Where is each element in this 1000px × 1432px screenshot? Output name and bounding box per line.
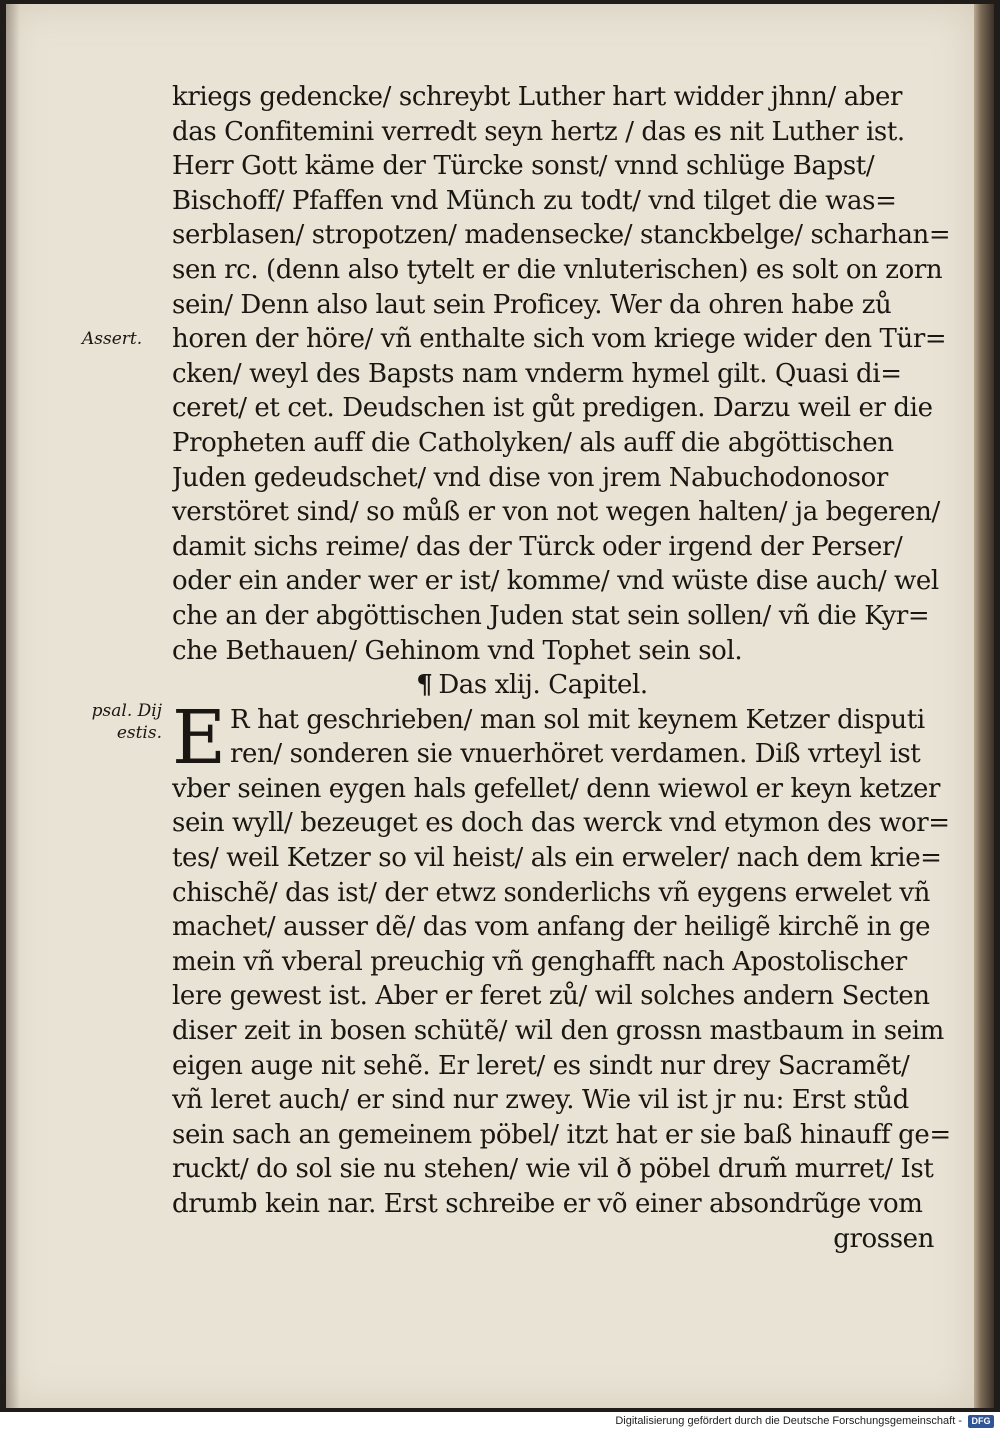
text-line: horen der höre/ vñ enthalte sich vom kriege wider den Tür= bbox=[172, 324, 947, 355]
text-line: cken/ weyl des Bapsts nam vnderm hymel gilt. Quasi di= bbox=[172, 358, 902, 389]
footer-bar bbox=[0, 1412, 1000, 1432]
text-line: eigen auge nit sehẽ. Er leret/ es sindt nur drey Sacramẽt/ bbox=[172, 1050, 910, 1081]
text-line: che Bethauen/ Gehinom vnd Tophet sein sol. bbox=[172, 635, 743, 666]
catchword: grossen bbox=[833, 1223, 934, 1254]
text-line: Propheten auff die Catholyken/ als auff die abgöttischen bbox=[172, 427, 894, 458]
text-line: lere gewest ist. Aber er feret zů/ wil solches andern Secten bbox=[172, 981, 930, 1012]
text-line: ren/ sonderen sie vnuerhöret verdamen. Diß vrteyl ist bbox=[230, 739, 921, 770]
margin-note-psalm-line: estis. bbox=[116, 723, 162, 743]
footer-credit: Digitalisierung gefördert durch die Deutsche Forschungsgemeinschaft - bbox=[615, 1415, 962, 1427]
text-line: ruckt/ do sol sie nu stehen/ wie vil ð pöbel drum̃ murret/ Ist bbox=[172, 1154, 934, 1185]
text-line: verstöret sind/ so můß er von not wegen halten/ ja begeren/ bbox=[172, 497, 940, 528]
text-line: Herr Gott käme der Türcke sonst/ vnnd schlüge Bapst/ bbox=[172, 151, 875, 182]
text-line: drumb kein nar. Erst schreibe er võ einer absondrũge vom bbox=[172, 1189, 923, 1219]
text-line: sein/ Denn also laut sein Proficey. Wer da ohren habe zů bbox=[172, 289, 892, 320]
text-line: damit sichs reime/ das der Türck oder irgend der Perser/ bbox=[172, 531, 903, 562]
text-line: tes/ weil Ketzer so vil heist/ als ein erweler/ nach dem krie= bbox=[172, 843, 942, 874]
spine-shadow bbox=[6, 4, 20, 1408]
top-paragraph bbox=[172, 80, 952, 668]
text-line: mein vñ vberal preuchig vñ genghafft nach Apostolischer bbox=[172, 946, 907, 977]
text-line: sein wyll/ bezeuget es doch das werck vnd etymon des wor= bbox=[172, 808, 950, 839]
text-line: chischẽ/ das ist/ der etwz sonderlichs vñ eygens erwelet vñ bbox=[172, 877, 930, 908]
text-line: vñ leret auch/ er sind nur zwey. Wie vil ist jr nu: Erst stůd bbox=[172, 1085, 909, 1116]
margin-note-psalm-line: psal. Dij bbox=[91, 701, 162, 721]
margin-note-psalm bbox=[66, 700, 162, 744]
margin-note-assert: Assert. bbox=[82, 329, 143, 349]
text-line: kriegs gedencke/ schreybt Luther hart widder jhnn/ aber bbox=[172, 82, 903, 112]
page-edge bbox=[974, 4, 994, 1408]
chapter-heading-text: Das xlij. Capitel. bbox=[438, 670, 648, 701]
text-line: machet/ ausser dẽ/ das vom anfang der heiligẽ kirchẽ in ge bbox=[172, 912, 931, 943]
dfg-logo-text: DFG bbox=[971, 1416, 991, 1426]
bottom-paragraph bbox=[172, 694, 952, 1222]
pilcrow-icon: ¶ bbox=[416, 670, 433, 701]
text-line: ceret/ et cet. Deudschen ist gůt predigen. Darzu weil er die bbox=[172, 393, 933, 424]
text-line: Bischoff/ Pfaffen vnd Münch zu todt/ vnd tilget die was= bbox=[172, 185, 897, 216]
text-line: Juden gedeudschet/ vnd dise von jrem Nabuchodonosor bbox=[172, 462, 888, 493]
initial-letter: E bbox=[172, 694, 227, 781]
text-line: R hat geschrieben/ man sol mit keynem Ketzer disputi bbox=[230, 704, 925, 735]
text-line: sein sach an gemeinem pöbel/ itzt hat er sie baß hinauff ge= bbox=[172, 1119, 951, 1150]
text-line: oder ein ander wer er ist/ komme/ vnd wüste dise auch/ wel bbox=[172, 566, 939, 597]
text-line: diser zeit in bosen schütẽ/ wil den grossn mastbaum in seim bbox=[172, 1016, 944, 1047]
text-line: che an der abgöttischen Juden stat sein sollen/ vñ die Kyr= bbox=[172, 600, 930, 631]
dfg-logo-icon bbox=[968, 1415, 994, 1428]
text-block bbox=[172, 80, 952, 1256]
text-line: sen rc. (denn also tytelt er die vnluterischen) es solt on zorn bbox=[172, 254, 943, 285]
text-line: das Confitemini verredt seyn hertz / das es nit Luther ist. bbox=[172, 116, 905, 147]
text-line: serblasen/ stropotzen/ madensecke/ stanckbelge/ scharhan= bbox=[172, 220, 951, 251]
chapter-heading bbox=[172, 668, 952, 703]
text-line: vber seinen eygen hals gefellet/ denn wiewol er keyn ketzer bbox=[172, 773, 941, 804]
